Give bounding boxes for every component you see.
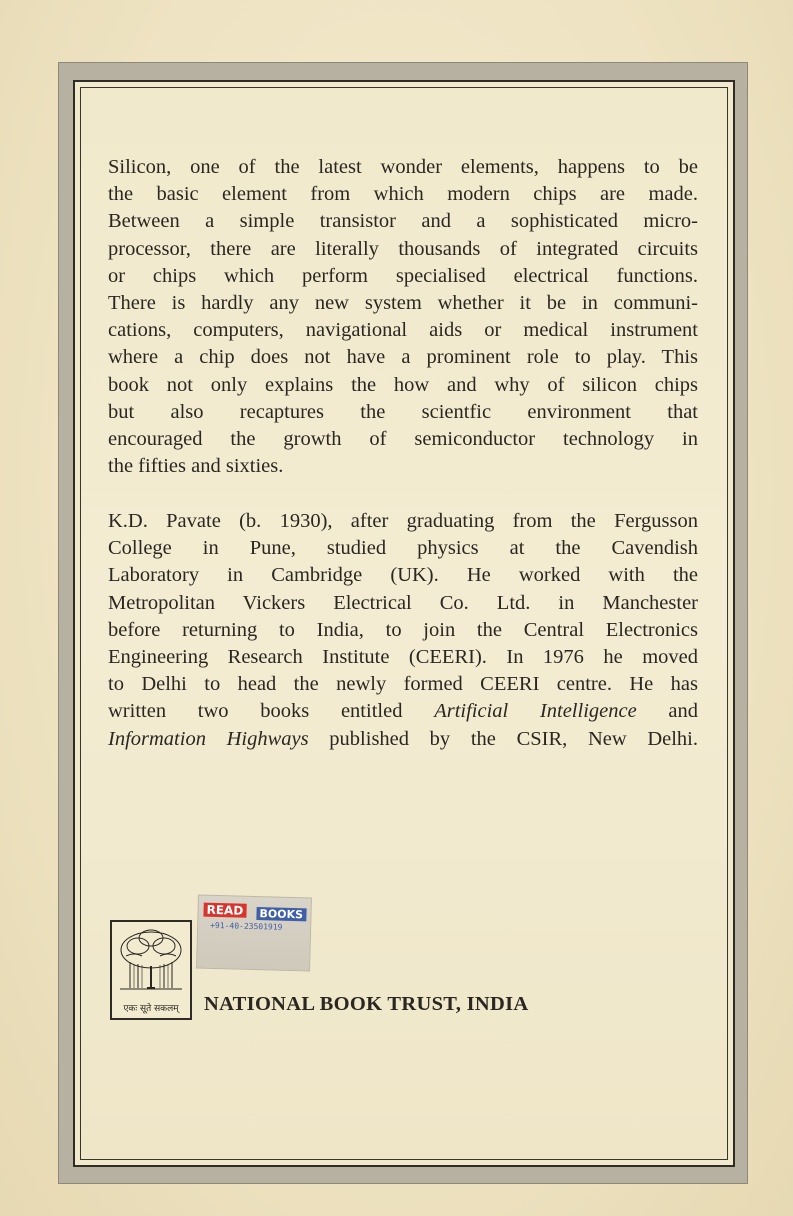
book-title-information-highways: Information Highways xyxy=(108,727,309,750)
publisher-name: NATIONAL BOOK TRUST, INDIA xyxy=(204,993,529,1015)
blurb-line: cations, computers, navigational aids or medical instrument xyxy=(108,319,698,342)
sticker-books-label: BOOKS xyxy=(256,907,306,921)
bio-line: K.D. Pavate (b. 1930), after graduating from the Fergusson xyxy=(108,510,698,532)
blurb-line: where a chip does not have a prominent role to play. This xyxy=(108,346,698,369)
bio-line: Engineering Research Institute (CEERI). In 1976 he moved xyxy=(108,646,698,669)
book-title-artificial-intelligence: Artificial Intelligence xyxy=(434,700,637,723)
blurb-line: the basic element from which modern chips are made. xyxy=(108,183,698,206)
bio-line: Metropolitan Vickers Electrical Co. Ltd. in Manchester xyxy=(108,591,698,614)
bio-line: before returning to India, to join the Central Electronics xyxy=(108,618,698,641)
bio-line-text: written two books entitled xyxy=(108,700,403,723)
blurb-line: Between a simple transistor and a sophisticated micro- xyxy=(108,210,698,233)
blurb-line: encouraged the growth of semiconductor technology in xyxy=(108,428,698,451)
banyan-tree-icon xyxy=(114,926,188,996)
blurb-line: book not only explains the how and why of silicon chips xyxy=(108,373,698,396)
bio-line xyxy=(108,726,698,753)
bio-line: College in Pune, studied physics at the Cavendish xyxy=(108,537,698,560)
bio-line-text: and xyxy=(668,700,699,723)
blurb-line: but also recaptures the scientfic environment that xyxy=(108,400,698,423)
blurb-line: Silicon, one of the latest wonder elements, happens to be xyxy=(108,156,698,178)
sticker-phone: +91-40-23501919 xyxy=(210,920,283,932)
blurb-line: There is hardly any new system whether it be in communi- xyxy=(108,292,698,315)
sticker-read-label: READ xyxy=(203,903,246,918)
bio-line: Laboratory in Cambridge (UK). He worked with the xyxy=(108,564,698,587)
bio-line: to Delhi to head the newly formed CEERI centre. He has xyxy=(108,673,698,696)
blurb-line: the fifties and sixties. xyxy=(108,455,284,478)
publisher-logo xyxy=(110,920,192,1020)
bio-line-text: published by the CSIR, New Delhi. xyxy=(329,727,698,750)
blurb-line: processor, there are literally thousands of integrated circuits xyxy=(108,237,698,260)
logo-motto: एकः सूते सकलम् xyxy=(123,1004,179,1014)
book-blurb xyxy=(108,154,698,480)
bookstore-sticker xyxy=(196,895,312,972)
bio-line xyxy=(108,698,698,725)
author-bio xyxy=(108,508,698,753)
blurb-line: or chips which perform specialised electrical functions. xyxy=(108,264,698,287)
